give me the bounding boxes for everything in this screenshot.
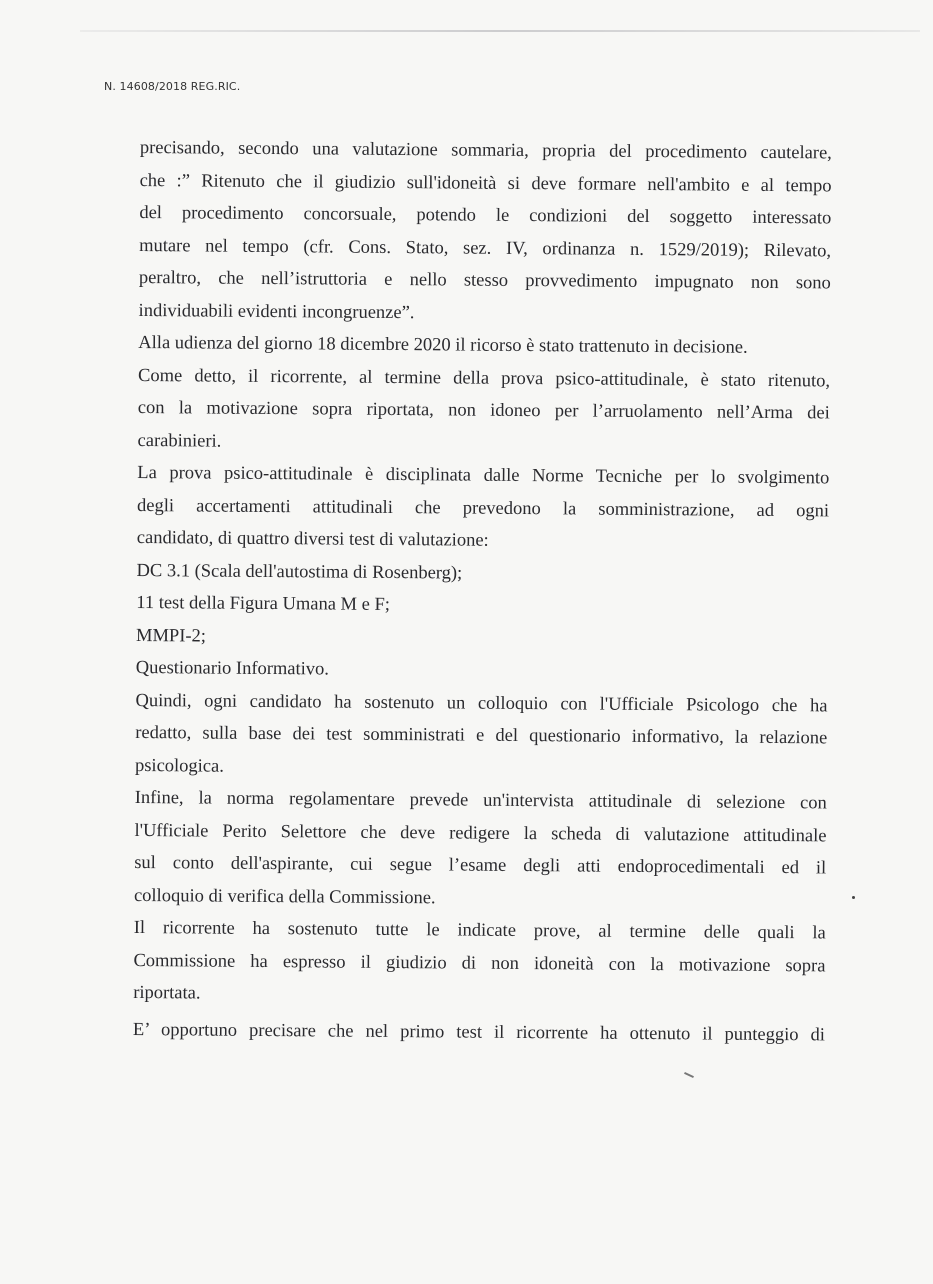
text-line: peraltro, che nell’istruttoria e nello stesso provvedimento impugnato non sono — [138, 267, 831, 294]
scan-edge-line — [80, 30, 920, 32]
ink-mark — [852, 896, 855, 899]
ink-mark — [684, 1072, 694, 1078]
text-line: redatto, sulla base dei test somministrati e del questionario informativo, la relazione — [135, 722, 828, 749]
text-line: candidato, di quattro diversi test di valutazione: — [136, 527, 489, 551]
text-line: Commissione ha espresso il giudizio di non idoneità con la motivazione sopra — [133, 950, 826, 976]
text-line: Quindi, ogni candidato ha sostenuto un colloquio con l'Ufficiale Psicologo che ha — [135, 690, 828, 716]
text-line: degli accertamenti attitudinali che prevedono la somministrazione, ad ogni — [136, 495, 830, 521]
text-line: Alla udienza del giorno 18 dicembre 2020 il ricorso è stato trattenuto in decisione. — [138, 332, 748, 358]
text-line: del procedimento concorsuale, potendo le condizioni del soggetto interessato — [139, 202, 832, 229]
text-line: La prova psico-attitudinale è disciplinata dalle Norme Tecniche per lo svolgimento — [137, 462, 830, 489]
text-line: con la motivazione sopra riportata, non idoneo per l’arruolamento nell’Arma dei — [137, 397, 830, 424]
list-item: MMPI-2; — [135, 625, 207, 647]
text-line: Infine, la norma regolamentare prevede un'intervista attitudinale di selezione con — [134, 787, 827, 814]
text-line: E’ opportuno precisare che nel primo test il ricorrente ha ottenuto il punteggio di — [132, 1019, 826, 1045]
text-line: che :” Ritenuto che il giudizio sull'idoneità si deve formare nell'ambito e al tempo — [139, 170, 832, 196]
document-body — [133, 132, 832, 1051]
text-line: l'Ufficiale Perito Selettore che deve redigere la scheda di valutazione attitudinale — [134, 820, 827, 846]
list-item: Questionario Informativo. — [135, 657, 330, 680]
text-line: Il ricorrente ha sostenuto tutte le indicate prove, al termine delle quali la — [133, 917, 826, 944]
text-line: colloquio di verifica della Commissione. — [133, 885, 436, 908]
text-line: Come detto, il ricorrente, al termine della prova psico-attitudinale, è stato ritenuto, — [138, 365, 831, 391]
text-line: psicologica. — [134, 755, 224, 777]
text-line: mutare nel tempo (cfr. Cons. Stato, sez. IV, ordinanza n. 1529/2019); Rilevato, — [139, 235, 832, 261]
list-item: DC 3.1 (Scala dell'autostima di Rosenberg); — [136, 560, 463, 584]
list-item: 11 test della Figura Umana M e F; — [136, 592, 391, 615]
text-line: individuabili evidenti incongruenze”. — [138, 300, 415, 323]
text-line: carabinieri. — [137, 430, 222, 452]
text-line: sul conto dell'aspirante, cui segue l’esame degli atti endoprocedimentali ed il — [134, 852, 827, 879]
text-line: riportata. — [133, 982, 201, 1004]
case-number-header: N. 14608/2018 REG.RIC. — [104, 80, 241, 93]
text-line: precisando, secondo una valutazione sommaria, propria del procedimento cautelare, — [139, 137, 832, 164]
